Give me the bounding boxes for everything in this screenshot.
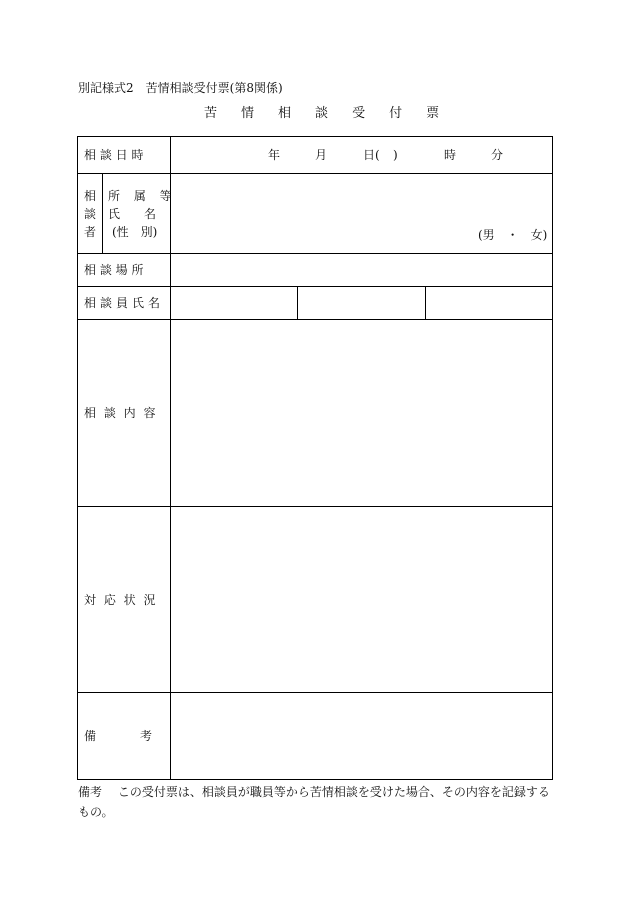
title-char: 談: [315, 106, 329, 121]
person-group-label-1: 相: [84, 189, 97, 203]
form-title: [204, 107, 439, 120]
form-header-note: 別記様式2 苦情相談受付票(第8関係): [78, 81, 283, 95]
date-day-unit: 日(: [363, 148, 380, 162]
table-border-right: [552, 136, 553, 780]
label-column-divider: [170, 136, 171, 780]
staff-label: 相談員氏名: [84, 296, 165, 310]
gender-options: (男 ・ 女): [478, 228, 548, 242]
staff-cell-divider: [425, 286, 426, 319]
name-label: 氏 名: [108, 207, 157, 221]
content-label: 相 談 内 容: [84, 406, 158, 420]
affiliation-label: [108, 189, 177, 203]
row-divider: [77, 319, 553, 320]
person-group-divider: [102, 173, 103, 253]
title-char: 票: [426, 106, 440, 121]
row-divider: [77, 692, 553, 693]
footnote-text: この受付票は、相談員が職員等から苦情相談を受けた場合、その内容を記録するもの。: [78, 785, 550, 819]
gender-label: (性 別): [112, 225, 158, 239]
title-char: 受: [352, 106, 366, 121]
place-label: 相 談 場 所: [84, 263, 144, 277]
date-month-unit: 月: [315, 148, 328, 162]
title-char: 付: [389, 106, 403, 121]
table-border-bottom: [77, 779, 553, 780]
response-label: 対 応 状 況: [84, 593, 158, 607]
affiliation-label-text: 所 属 等: [108, 189, 177, 203]
row-divider: [77, 286, 553, 287]
row-divider: [77, 173, 553, 174]
footnote: [78, 782, 558, 822]
date-weekday-close: ): [393, 148, 398, 162]
remarks-label: 備 考: [84, 729, 155, 743]
person-group-label-2: 談: [84, 207, 97, 221]
date-year-unit: 年: [268, 148, 281, 162]
row-divider: [77, 506, 553, 507]
time-hour-unit: 時: [444, 148, 457, 162]
date-label: 相 談 日 時: [84, 148, 144, 162]
title-char: 相: [278, 106, 292, 121]
title-char: 苦: [204, 106, 218, 121]
row-divider: [77, 253, 553, 254]
staff-cell-divider: [297, 286, 298, 319]
title-char: 情: [241, 106, 255, 121]
table-border-left: [77, 136, 78, 780]
footnote-prefix: 備考: [78, 785, 103, 799]
time-minute-unit: 分: [491, 148, 504, 162]
person-group-label-3: 者: [84, 225, 97, 239]
table-border-top: [77, 136, 553, 137]
